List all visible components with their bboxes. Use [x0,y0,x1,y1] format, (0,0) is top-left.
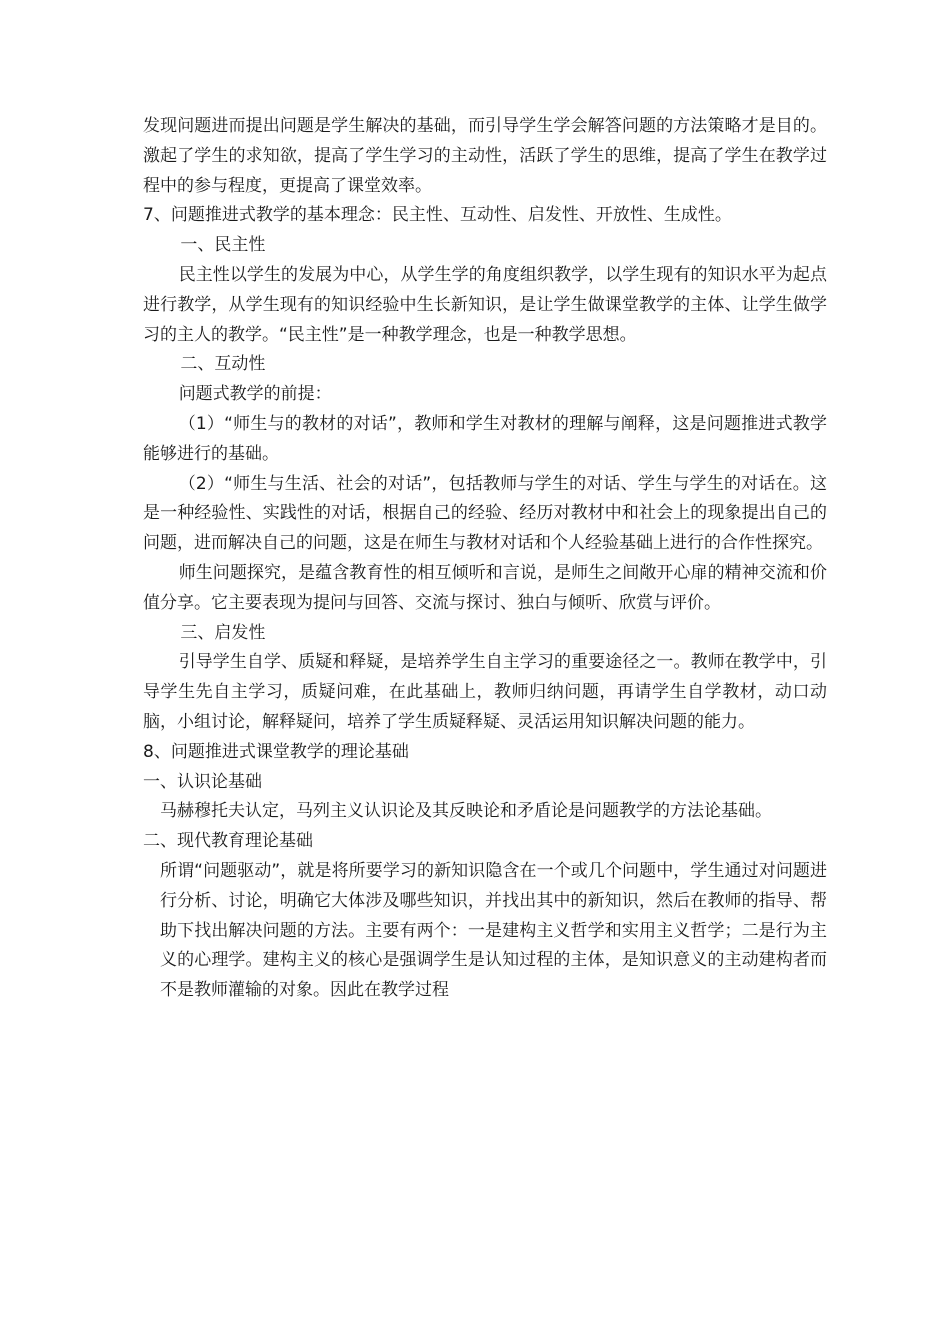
paragraph-intro-continued: 发现问题进而提出问题是学生解决的基础，而引导学生学会解答问题的方法策略才是目的。激起了学生的求知欲，提高了学生学习的主动性，活跃了学生的思维，提高了学生在教学过程中的参与程度，更提高了课堂效率。 [143,116,827,196]
subheading-interaction: 二、互动性 [180,354,266,375]
paragraph-democracy: 民主性以学生的发展为中心，从学生学的角度组织教学，以学生现有的知识水平为起点进行教学，从学生现有的知识经验中生长新知识，是让学生做课堂教学的主体、让学生做学习的主人的教学。“民主性”是一种教学理念，也是一种教学思想。 [143,264,827,345]
paragraph-inquiry: 师生问题探究，是蕴含教育性的相互倾听和言说，是师生之间敞开心扉的精神交流和价值分享。它主要表现为提问与回答、交流与探讨、独白与倾听、欣赏与评价。 [143,562,827,613]
section-heading-8: 8、问题推进式课堂教学的理论基础 [143,741,409,762]
paragraph-dialogue-2: （2）“师生与生活、社会的对话”，包括教师与学生的对话、学生与学生的对话在。这是一种经验性、实践性的对话，根据自己的经验、经历对教材中和社会上的现象提出自己的问题，进而解决自己的问题，这是在师生与教材对话和个人经验基础上进行的合作性探究。 [143,473,827,554]
paragraph-dialogue-1: （1）“师生与的教材的对话”，教师和学生对教材的理解与阐释，这是问题推进式教学能够进行的基础。 [143,413,827,464]
subheading-inspiration: 三、启发性 [180,622,266,643]
subheading-democracy: 一、民主性 [180,235,266,256]
section-heading-7: 7、问题推进式教学的基本理念：民主性、互动性、启发性、开放性、生成性。 [143,205,732,226]
subheading-epistemology: 一、认识论基础 [143,771,262,792]
paragraph-premise: 问题式教学的前提： [178,384,332,405]
paragraph-epistemology: 马赫穆托夫认定，马列主义认识论及其反映论和矛盾论是问题教学的方法论基础。 [160,801,772,822]
document-body [143,112,827,1006]
subheading-modern-education: 二、现代教育理论基础 [143,831,313,852]
paragraph-problem-driven: 所谓“问题驱动”，就是将所要学习的新知识隐含在一个或几个问题中，学生通过对问题进行分析、讨论，明确它大体涉及哪些知识，并找出其中的新知识，然后在教师的指导、帮助下找出解决问题的方法。主要有两个：一是建构主义哲学和实用主义哲学；二是行为主义的心理学。建构主义的核心是强调学生是认知过程的主体，是知识意义的主动建构者而不是教师灌输的对象。因此在教学过程 [160,860,827,1001]
paragraph-inspiration: 引导学生自学、质疑和释疑，是培养学生自主学习的重要途径之一。教师在教学中，引导学生先自主学习，质疑问难，在此基础上，教师归纳问题，再请学生自学教材，动口动脑，小组讨论，解释疑问，培养了学生质疑释疑、灵活运用知识解决问题的能力。 [143,652,827,732]
